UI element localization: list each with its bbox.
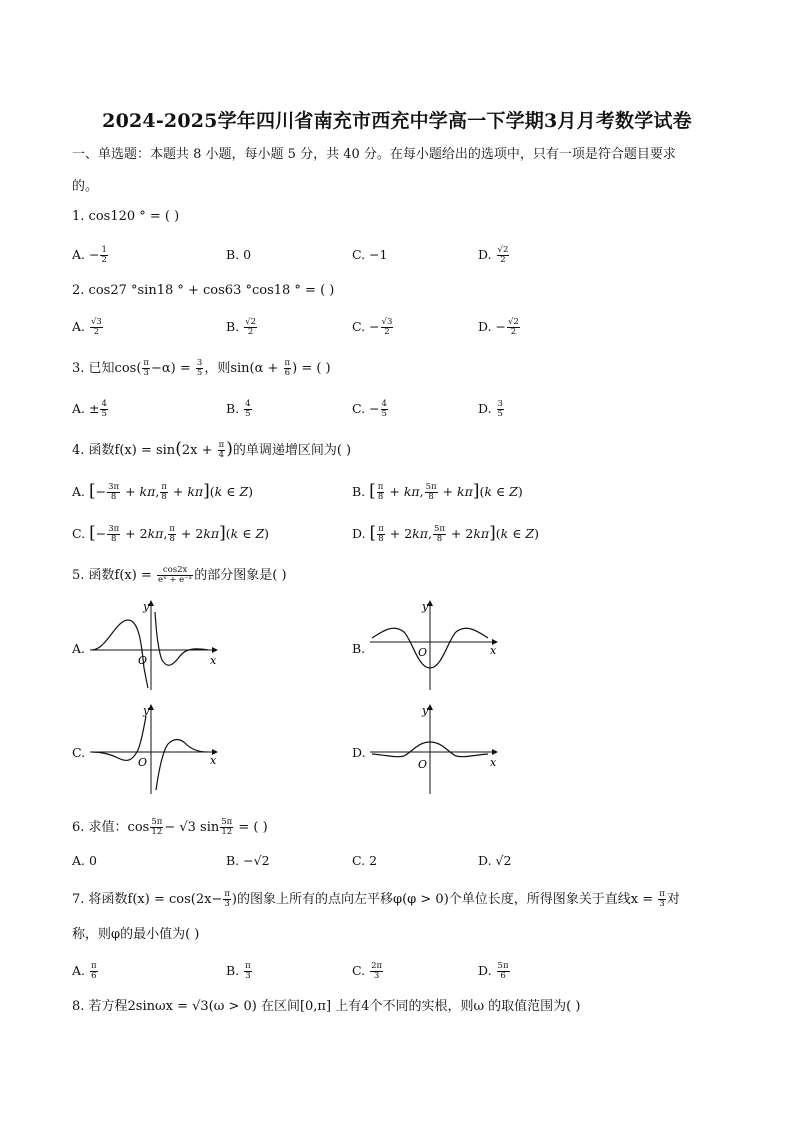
graph-option-a: [88, 598, 220, 694]
q7-option-a: A. $\frac{\pi}{6}$: [72, 961, 97, 981]
question-7-stem: 7. 将函数f(x) = cos(2x− $\frac{\pi}{3}$ )的图象上所有的点向左平移φ(φ > 0)个单位长度，所得图象关于直线x = $\frac{\pi}{3}$ 对: [72, 889, 680, 909]
q6-option-d: D. √2: [478, 853, 512, 868]
origin-label: O: [138, 654, 148, 667]
y-axis-label: y: [422, 704, 429, 717]
q5-option-d-label: D.: [352, 745, 366, 760]
q5-option-a-label: A.: [72, 641, 86, 656]
q1-option-c: C. −1: [352, 247, 388, 262]
question-3-stem: 3. 已知cos( $\frac{\pi}{3}$ −α) = $\frac{3}{5}$ ，则sin(α + $\frac{\pi}{6}$ ) = ( ): [72, 358, 331, 378]
question-2-stem: 2. cos27 °sin18 ° + cos63 °cos18 ° = ( ): [72, 283, 335, 298]
question-4-stem: 4. 函数f(x) = sin(2x + $\frac{\pi}{4}$ )的单调递增区间为( ): [72, 439, 352, 460]
q4-option-c: C. [− $\frac{3\pi}{8}$ + 2kπ, $\frac{\pi}{8}$ + 2kπ](k ∈ Z): [72, 523, 270, 544]
x-axis-label: x: [490, 756, 497, 769]
q5-option-c-label: C.: [72, 745, 86, 760]
q2-option-b: B. $\frac{√2}{2}$: [226, 317, 256, 337]
exam-title: 2024-2025学年四川省南充市西充中学高一下学期3月月考数学试卷: [102, 110, 692, 132]
question-1-stem: 1. cos120 ° = ( ): [72, 209, 180, 224]
x-axis-label: x: [490, 644, 497, 657]
q2-option-a: A. $\frac{√3}{2}$: [72, 317, 102, 337]
question-8-stem: 8. 若方程2sinωx = √3(ω > 0) 在区间[0,π] 上有4个不同的实根，则ω 的取值范围为( ): [72, 999, 581, 1014]
y-axis-label: y: [422, 600, 429, 613]
graph-option-d: [368, 702, 500, 798]
graph-option-b: [368, 598, 500, 694]
q3-option-d: D. $\frac{3}{5}$: [478, 399, 503, 419]
question-6-stem: 6. 求值：cos $\frac{5\pi}{12}$ − √3 sin $\frac{5\pi}{12}$ = ( ): [72, 817, 268, 837]
q6-option-b: B. −√2: [226, 853, 270, 868]
q4-option-b: B. [ $\frac{\pi}{8}$ + kπ, $\frac{5\pi}{8}$ + kπ](k ∈ Z): [352, 481, 523, 502]
q1-option-b: B. 0: [226, 247, 252, 262]
origin-label: O: [418, 758, 428, 771]
q6-option-c: C. 2: [352, 853, 378, 868]
q6-option-a: A. 0: [72, 853, 97, 868]
q3-option-b: B. $\frac{4}{5}$: [226, 399, 251, 419]
section-heading: 一、单选题：本题共 8 小题，每小题 5 分，共 40 分。在每小题给出的选项中，只有一项是符合题目要求: [72, 147, 676, 162]
y-axis-label: y: [143, 600, 150, 613]
q7-option-d: D. $\frac{5\pi}{6}$: [478, 961, 509, 981]
section-heading-cont: 的。: [72, 179, 99, 194]
q4-option-a: A. [− $\frac{3\pi}{8}$ + kπ, $\frac{\pi}{8}$ + kπ](k ∈ Z): [72, 481, 254, 502]
q3-option-a: A. ± $\frac{4}{5}$: [72, 399, 107, 419]
q1-option-a: A. − $\frac{1}{2}$: [72, 245, 107, 265]
q7-option-b: B. $\frac{\pi}{3}$: [226, 961, 251, 981]
question-5-stem: 5. 函数f(x) = $\frac{\cos 2x}{\text{eˣ + e⁻ˣ}}$ 的部分图象是( ): [72, 565, 287, 585]
x-axis-label: x: [210, 754, 217, 767]
q1-option-d: D. $\frac{√2}{2}$: [478, 245, 509, 265]
graph-option-c: [88, 702, 220, 798]
q5-option-b-label: B.: [352, 641, 366, 656]
x-axis-label: x: [210, 654, 217, 667]
origin-label: O: [418, 646, 428, 659]
q7-option-c: C. $\frac{2\pi}{3}$: [352, 961, 383, 981]
question-7-stem-cont: 称，则φ的最小值为( ): [72, 927, 200, 942]
q3-option-c: C. − $\frac{4}{5}$: [352, 399, 387, 419]
q2-option-c: C. − $\frac{√3}{2}$: [352, 317, 393, 337]
q2-option-d: D. − $\frac{√2}{2}$: [478, 317, 519, 337]
q4-option-d: D. [ $\frac{\pi}{8}$ + 2kπ, $\frac{5\pi}{8}$ + 2kπ](k ∈ Z): [352, 523, 539, 544]
y-axis-label: y: [143, 704, 150, 717]
origin-label: O: [138, 756, 148, 769]
